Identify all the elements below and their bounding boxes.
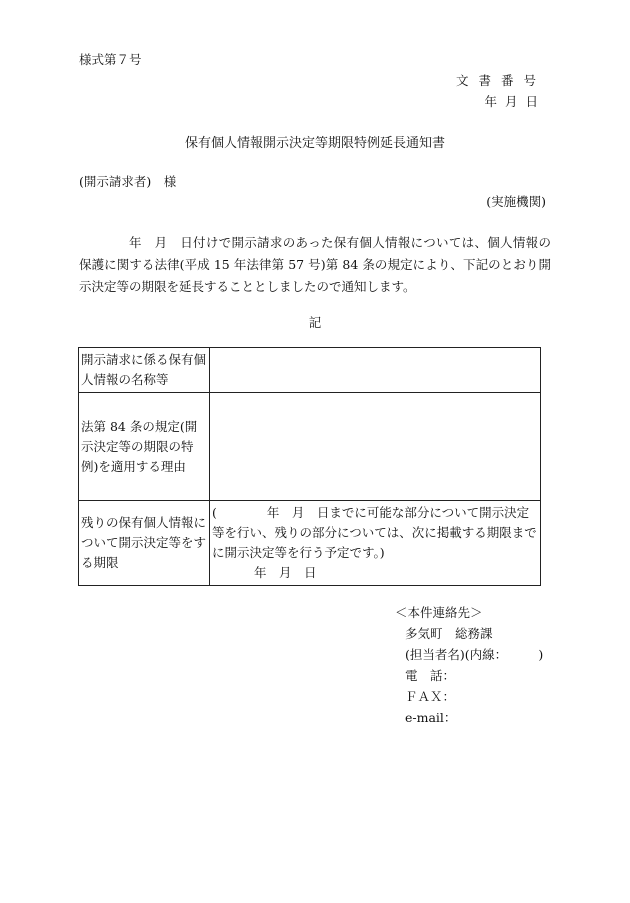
table-row: [79, 348, 541, 393]
row-value-date: 年 月 日: [254, 565, 317, 580]
row-value: [210, 348, 541, 393]
table-row: [79, 393, 541, 501]
form-number: 様式第７号: [79, 52, 142, 67]
detail-table: [78, 347, 541, 586]
row-value-cell: [210, 501, 541, 586]
row-value: ( 年 月 日までに可能な部分について開示決定等を行い、残りの部分については、次に掲載する期限までに開示決定等を行う予定です。): [212, 505, 537, 560]
document-date-label: 年月日: [484, 94, 546, 109]
document-number-label: 文書番号: [455, 73, 546, 88]
row-label: 法第 84 条の規定(開示決定等の期限の特例)を適用する理由: [79, 393, 210, 501]
row-label: 残りの保有個人情報について開示決定等をする期限: [79, 501, 210, 586]
implementing-agency: (実施機関): [486, 194, 546, 209]
contact-email: e-mail：: [405, 710, 457, 725]
ki-heading: 記: [308, 315, 322, 330]
body-paragraph: 年 月 日付けで開示請求のあった保有個人情報については、個人情報の保護に関する法律(平成 15 年法律第 57 号)第 84 条の規定により、下記のとおり開示決定等の期限を延長することとしましたので通知します。: [79, 235, 551, 294]
document-title: 保有個人情報開示決定等期限特例延長通知書: [184, 136, 445, 151]
row-value: [210, 393, 541, 501]
row-label: 開示請求に係る保有個人情報の名称等: [79, 348, 210, 393]
contact-person: (担当者名)(内線： ): [405, 647, 544, 662]
contact-heading: ＜本件連絡先＞: [395, 605, 483, 620]
recipient: (開示請求者) 様: [79, 174, 177, 189]
contact-fax: ＦＡＸ：: [405, 689, 456, 704]
contact-block: [395, 602, 543, 728]
table-row: [79, 501, 541, 586]
contact-department: 多気町 総務課: [405, 626, 493, 641]
contact-phone: 電 話：: [405, 668, 456, 683]
body-paragraph-block: [79, 232, 551, 298]
